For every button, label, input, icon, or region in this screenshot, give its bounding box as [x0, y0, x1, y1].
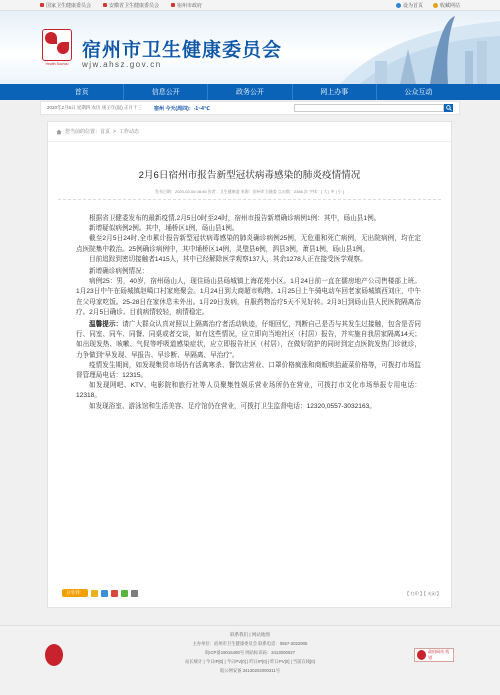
home-icon — [56, 129, 62, 135]
top-right-links — [396, 2, 460, 9]
emblem-icon — [40, 3, 44, 7]
qzone-share-icon[interactable] — [91, 590, 98, 597]
logo-caption: Health Suzhou — [45, 62, 69, 66]
site-footer — [0, 625, 500, 695]
paragraph: 新增确诊病例情况： — [89, 268, 149, 276]
gov-emblem-icon — [417, 650, 426, 660]
search-icon — [446, 105, 452, 111]
nav-home[interactable]: 首页 — [74, 89, 89, 96]
nav-online-services[interactable]: 网上办事 — [292, 84, 376, 100]
star-icon — [433, 3, 438, 8]
main-nav — [0, 84, 500, 100]
footer-organizer: 主办单位：宿州市卫生健康委员会 联系电话：0557-3022905 — [192, 641, 308, 646]
paragraph: 如发现网吧、KTV、电影院和旅行社等人员聚集性娱乐营业场所仍在营业，可拨打市文化市场举报专用电话：12318。 — [76, 382, 421, 400]
home-icon — [396, 3, 401, 8]
nav-info-disclosure[interactable]: 信息公开 — [123, 84, 207, 100]
paragraph: 疫情发生期间，如发现集贸市场仍有活禽寒杀、餐饮店营业、口罩价格疯涨和商贩哄抬蔬菜价格等，可拨打市场监督管理局电话：12315。 — [76, 361, 421, 380]
city-skyline-illustration — [280, 11, 500, 84]
footer-icp: 皖ICP备19015480号 网站标识码：3413000027 — [204, 650, 296, 655]
set-homepage-link[interactable]: 设为首页 — [396, 2, 423, 9]
top-link-nhc[interactable]: 国家卫生健康委员会 — [40, 2, 91, 9]
logo-mark-top — [45, 32, 57, 44]
search-area — [294, 104, 453, 112]
nav-public-interaction[interactable]: 公众互动 — [376, 84, 460, 100]
gov-site-error-report-badge[interactable]: 政府网站 找错 — [414, 648, 454, 662]
breadcrumb — [48, 122, 451, 142]
breadcrumb-section[interactable]: 工作动态 — [118, 129, 139, 135]
site-logo[interactable] — [42, 29, 72, 61]
share-label: 分享到： — [62, 589, 88, 597]
article-meta: 发布日期：2020-02-06 08:46 作者：卫生健康委 来源：宿州市卫健委 点击数：2386 次 字体：[ 大 | 中 | 小 ] — [58, 189, 441, 200]
breadcrumb-home[interactable]: 您当前的位置：首页 — [65, 129, 111, 135]
site-header — [0, 11, 500, 84]
article-title: 2月6日宿州市报告新型冠状病毒感染的肺炎疫情情况 — [138, 170, 361, 181]
more-share-icon[interactable] — [131, 590, 138, 597]
emblem-icon — [103, 3, 107, 7]
paragraph: 如发现浴室、游泳馆和生活美容、足疗馆仍在营业，可拨打卫生监督电话：12320,0557-3032163。 — [89, 402, 376, 410]
footer-stats: 站长统计 | 今日IP[0] | 今日PV[0] | 昨日IP[0] | 昨日PV[0] | 当前在线[0] — [185, 659, 315, 664]
paragraph: 病例25：男，40岁，宿州砀山人，现住砀山县砀城镇上海花苑小区。1月24日前一直在儒房地产公司售楼部上班。1月23日中午在砀城镇赵噶口村家庭聚会。1月24日到大商超市购物。1月25日上午骑电动车回老家砀城镇西刘庄，中午在父母家吃饭。25-28日在家休息未外出。1月29日发病，自服药物治疗5天不见好转。2月3日到砀山县人民医院隔离治疗。2月5日确诊。目前病情较轻，病情稳定。 — [76, 278, 421, 316]
nav-government-affairs[interactable]: 政务公开 — [207, 84, 291, 100]
bookmark-link[interactable]: 收藏网站 — [433, 2, 460, 9]
qq-share-icon[interactable] — [101, 590, 108, 597]
warm-tip-text: 请广大群众认真对照以上隔离治疗者活动轨迹，仔细回忆，判断自己是否与其发生过接触，包含是否同行、同室、同车、同餐、同桌或者交谈，如有这些情况，应立即向当地社区（村居）报告，并实施自我居家隔离14天；如出现发热、咳嗽、气促等呼吸道感染症状，应立即报告社区（村居），在做好防护的同时到定点医院发热门诊就诊，力争做到“早发现、早报告、早诊断、早隔离、早治疗”。 — [76, 321, 422, 359]
share-bar — [62, 589, 138, 597]
article-tools[interactable]: 【 打印 】【 关闭 】 — [404, 591, 441, 596]
top-link-city[interactable]: 宿州市政府 — [171, 2, 202, 9]
top-link-province[interactable]: 安徽省卫生健康委员会 — [103, 2, 159, 9]
footer-links[interactable]: 联系我们 | 网站地图 — [230, 632, 270, 637]
search-button[interactable] — [444, 104, 453, 112]
wechat-share-icon[interactable] — [121, 590, 128, 597]
footer-police-record: 皖公网安备 34130202000311号 — [219, 668, 281, 673]
info-bar — [40, 101, 460, 115]
emblem-icon — [171, 3, 175, 7]
paragraph: 截至2月5日24时,全市累计报告新型冠状病毒感染的肺炎确诊病例25例，无危重和死亡病例，无出院病例，均在定点医院集中救治。25例确诊病例中，其中埇桥区14例，灵璧县6例，泗县3例，萧县1例，砀山县1例。 — [76, 235, 421, 253]
article-panel — [47, 121, 452, 608]
top-links — [40, 2, 396, 9]
weather-info: 宿州 今天(周四)：-1~4℃ — [154, 105, 210, 112]
paragraph: 目前追踪到密切接触者1415人，其中已经解除医学观察137人，其余1278人正在接受医学观察。 — [89, 255, 367, 263]
article-body — [48, 200, 451, 412]
breadcrumb-separator: > — [113, 128, 116, 135]
site-url: wjw.ahsz.gov.cn — [82, 60, 162, 69]
current-date: 2020年2月6日 星期四 农历 庚子年(鼠) 正月十三 — [47, 105, 143, 110]
logo-mark-bottom — [57, 42, 69, 54]
warm-tip-paragraph — [76, 320, 421, 361]
top-utility-bar — [0, 0, 500, 11]
paragraph: 根据省卫健委发布的最新疫情,2月5日0时至24时，宿州市报告新增确诊病例1例：其中，砀山县1例。 — [89, 215, 381, 222]
weibo-share-icon[interactable] — [111, 590, 118, 597]
search-input[interactable] — [294, 104, 444, 112]
paragraph: 新增疑似病例2例。其中，埇桥区1例，砀山县1例。 — [89, 225, 239, 233]
warm-tip-label: 温馨提示： — [89, 321, 123, 329]
party-emblem-icon[interactable] — [45, 644, 63, 666]
site-title: 宿州市卫生健康委员会 — [82, 39, 283, 61]
